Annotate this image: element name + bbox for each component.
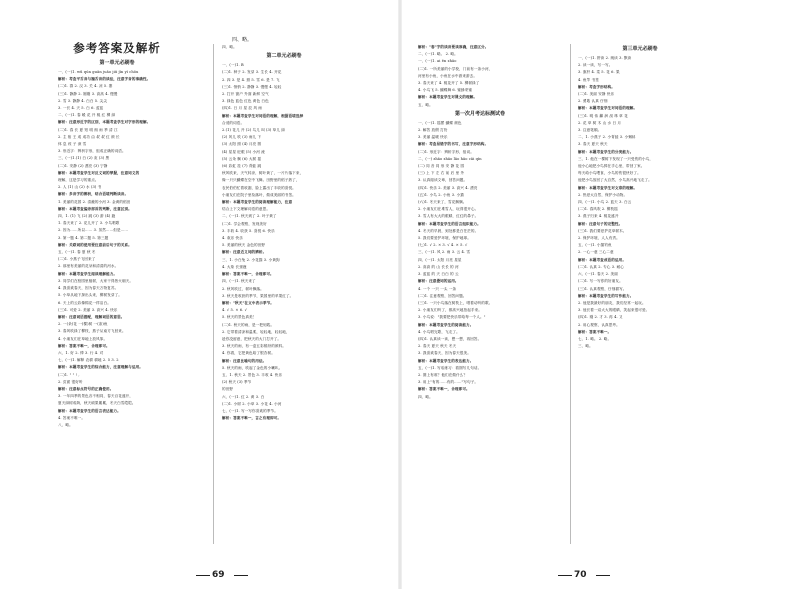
- answer-line: 4. 鱼竿 书签: [578, 77, 599, 82]
- answer-line: 2. 一(朵)花 一(棵)树 一(条)鱼: [58, 322, 108, 327]
- answer-line: 河里有小鱼，小鱼在水中游来游去。: [418, 73, 478, 78]
- answer-line: 2. 保护环境，人人有责。: [578, 236, 620, 241]
- answer-line: 四、(一)1. 秋天来了: [222, 279, 256, 284]
- answer-line: 三、1. 小白兔 2. 小花猫 3. 小黄狗: [222, 257, 280, 262]
- answer-line: (6) 彩虹 挂 (7) 青蛙 跳: [222, 164, 262, 169]
- unit-3-heading: 第三单元必刷卷: [622, 46, 658, 52]
- answer-line: (二)1. 注意观察，回答问题。: [418, 293, 467, 298]
- column-divider: [213, 44, 214, 544]
- answer-line: 4. 大象 长颈鹿: [222, 264, 247, 269]
- answer-line: (5) 云朵 飘 (6) 大树 摇: [222, 156, 262, 161]
- answer-line: 4. 我喜欢春天，因为春天万物复苏。: [58, 286, 119, 291]
- page-number-right: 70: [574, 570, 587, 580]
- left-column-2: [222, 44, 346, 564]
- answer-line: 四、1. (1) 飞 (2) 跳 (3) 游 (4) 跑: [58, 214, 116, 219]
- answer-line: 解析：本题考查成语的运用。: [578, 257, 627, 262]
- answer-line: (4) 星星 眨眼 (5) 小河 流: [222, 149, 265, 154]
- answer-line: 2. 秋风吹过，树叶飘落。: [222, 286, 264, 291]
- page-number-left: 69: [212, 570, 225, 580]
- answer-line: 4. √ 5. × 6. √: [222, 308, 247, 313]
- answer-line: 3. 形近字：辨析字形，组成正确的词语。: [58, 149, 126, 154]
- answer-line: 3. 蓝蓝 的 天 白白 的 云: [418, 272, 459, 277]
- answer-line: (四)1. 认真读一读，想一想，再回答。: [418, 336, 482, 341]
- answer-line: 二、1. 小燕子 2. 小青蛙 3. 小蝌蚪: [578, 135, 636, 140]
- answer-line: 3. 春风吹绿了柳枝，燕子从南方飞回来。: [58, 329, 126, 334]
- answer-line: 解析：本题考查学生的阅读能力。: [418, 322, 474, 327]
- answer-line: 解析：本题考查学生对课文的理解。: [418, 95, 478, 100]
- answer-line: 一、(一)1. wǔ qún guān juāo jiū jīn yì chōu: [58, 70, 139, 74]
- answer-line: 解析：答案不唯一，合理即可。: [222, 272, 274, 277]
- answer-line: 2. 人 (1) 山 (2) 水 (3) 书: [58, 185, 102, 190]
- answer-line: (2) 秋天 (3) 季节: [222, 380, 252, 385]
- unit-2-heading: 第二单元必刷卷: [266, 53, 302, 60]
- answer-line: 五、(一)1. 小猫钓鱼: [578, 243, 612, 248]
- answer-line: 1. 美丽的花园 2. 清澈的小河 3. 金黄的稻田: [58, 199, 131, 204]
- answer-line: 2. 勇敢 认真 仔细: [578, 99, 608, 104]
- answer-line: (2) 风儿 吹 (3) 雨儿 下: [222, 135, 262, 140]
- answer-line: 六、1. 好 2. 棒 3. 行 4. 对: [58, 350, 104, 355]
- answer-line: 四、(一)1. 小鸟 2. 蓝天 3. 白云: [578, 200, 632, 205]
- answer-line: 5. 秋天的景色真美！: [222, 315, 257, 320]
- answer-line: 3. 美丽 温暖 快乐: [418, 135, 448, 140]
- answer-line: 3. 燕子归来 4. 桃花盛开: [578, 214, 619, 219]
- folio-dash: [558, 575, 572, 576]
- answer-line: (二)1. 秋天的雨，是一把钥匙。: [222, 322, 275, 327]
- right-page: [400, 0, 800, 589]
- answer-line: 七、(一)1. 写一写你喜欢的季节。: [222, 408, 278, 413]
- answer-line: (二)1. 安静 (2) 漂亮 (3) 宁静: [58, 163, 108, 168]
- answer-line: 解析：本题考查学生的表达能力。: [418, 358, 474, 363]
- answer-line: (四)1. 快乐 2. 美丽 3. 高兴 4. 漂亮: [418, 185, 478, 190]
- answer-line: 小朋友们在院子里捡落叶，做成美丽的书签。: [222, 192, 296, 197]
- answer-line: 每天给小鸟喂食，小鸟的伤很快好了。: [578, 171, 641, 176]
- answer-line: 2. 读一读，写一写。: [578, 63, 613, 68]
- answer-line: 解析：注意标点符号的正确使用。: [58, 386, 114, 391]
- answer-line: 六、(一)1. 红 2. 黄 3. 白: [222, 394, 265, 399]
- answer-line: 像一只只蝴蝶在空中飞舞。田野里的稻子熟了，: [222, 178, 300, 183]
- answer-line: (二)1. 春 长 夏 短 明 朗 雨 季 清 江: [58, 127, 118, 132]
- carryover-answers: [418, 44, 542, 109]
- answer-line: 3. 注意笔顺。: [578, 128, 602, 133]
- answer-line: 四、略。: [418, 394, 433, 399]
- answer-line: 3. 认真阅读文章，回答问题。: [418, 178, 468, 183]
- answer-line: 他小心地把小鸟捧在手心里，带回了家。: [578, 164, 645, 169]
- answer-line: 2. 它带着清凉和温柔，轻轻地，轻轻地，: [222, 329, 290, 334]
- answer-line: 3. 用上"有的……有的……"写句子。: [418, 380, 479, 385]
- answer-line: 3. 小鸟说："我要把快乐带给每一个人。": [418, 315, 486, 320]
- answer-line: 解析：注意词语搭配，理解词语的意思。: [58, 314, 125, 319]
- answer-line: 3. 旗杆 4. 菜 5. 花 6. 果: [578, 70, 620, 75]
- answer-line: 2. 四 3. 是 4. 照 5. 雪 6. 是 7. 飞: [222, 77, 280, 82]
- answer-line: 5. 秋天的雨，吹起了金色的小喇叭。: [222, 365, 283, 370]
- answer-line: 七、(一)1. 解释 农耕 耕地 2. 5 3. 2: [58, 358, 119, 363]
- answer-line: 6. 天上的云彩像棉花一样洁白。: [58, 300, 111, 305]
- answer-line: 2. 解答 放假 打扮: [418, 128, 448, 133]
- answer-line: 农民伯伯忙着收割，脸上露出了丰收的喜悦。: [222, 185, 296, 190]
- answer-line: (六)1. 冬天来了，雪花飘飘。: [418, 200, 467, 205]
- answer-line: 2. 那里有美丽的花朵和清清的河水。: [58, 264, 119, 269]
- answer-line: 二、(一)1. 略。 2. 略。: [418, 52, 458, 57]
- answer-line: (三)1. 我们要爱护花草树木。: [578, 228, 627, 233]
- answer-line: 4. 你看，它把黄色给了银杏树。: [222, 351, 275, 356]
- answer-line: 解析：注意句子的完整性。: [578, 221, 623, 226]
- answer-line: (五)1. 小鸟 2. 小鱼 3. 小猫: [418, 192, 464, 197]
- answer-line: (二)1. 一所美丽的小学校，门前有一条小河，: [418, 66, 493, 71]
- left-column-1: [58, 38, 176, 558]
- answer-line: (四)1. 日 月 星 辰 风 雨: [222, 106, 262, 111]
- answer-line: 2. 花 草 树 木 山 水 日 月: [578, 120, 622, 125]
- answer-line: 4. 小朋友们在草地上放风筝。: [58, 336, 108, 341]
- answer-line: 五、略。: [418, 102, 433, 107]
- answer-line: 2. 春天 夏天 秋天 冬天: [418, 344, 457, 349]
- carryover-answers: [222, 44, 346, 51]
- answer-line: 二、(一)1. 春 暖 花 开 桃 红 柳 绿: [58, 113, 116, 118]
- unit-3-answers: [578, 55, 702, 350]
- monthly-test-heading: 第一次月考达标测试卷: [454, 110, 505, 117]
- answer-line: 解析：本题考查学生对词语的理解。: [578, 106, 638, 111]
- answer-line: 三、1. 他在一棵树下发现了一只受伤的小鸟，: [578, 156, 654, 161]
- folio-dash: [596, 575, 610, 576]
- answer-line: 2. 打开 窗户 外面 新鲜 空气: [222, 92, 269, 97]
- unit-1-answers: [58, 69, 176, 429]
- answer-line: 三、(一)1.(1) 白 (2) 灰 (3) 黑: [58, 156, 110, 161]
- answer-line: (三)1. 一只小鸟落在树枝上，唱着动听的歌。: [418, 300, 493, 305]
- answer-line: 理解，这是学习的重点。: [58, 178, 99, 183]
- column-divider: [570, 44, 571, 544]
- answer-line: 3. 第一题 4. 第二题 5. 第三题: [58, 235, 109, 240]
- answer-line: 1. 春天来了 2. 花儿开了 3. 小鸟唱歌: [58, 221, 120, 226]
- answer-line: 4. 小鸟唱完歌，飞走了。: [418, 329, 460, 334]
- answer-line: 解析：本题考查学生阅读理解能力。: [58, 271, 118, 276]
- answer-line: 2. 高高 的 山 长长 的 河: [418, 264, 459, 269]
- answer-line: 2.(1) 花儿 开 (2) 鸟儿 叫 (3) 草儿 绿: [222, 128, 285, 133]
- answer-line: 3. 秋天的雨，有一盒五彩缤纷的颜料。: [222, 344, 286, 349]
- answer-line: 二、(一) zhāo zhǎo lǎo hǎo cāi qín: [418, 156, 482, 161]
- answer-line: 解析：本题考查偏旁部首的判断，注意区别。: [58, 206, 132, 211]
- answer-line: (二)1. 认真 2. 专心 3. 耐心: [578, 264, 624, 269]
- answer-line: 解析：本题考查学生的综合能力，注意理解与运用。: [58, 365, 143, 370]
- answer-line: (三)1. 静静 2. 刚刚 3. 高高 4. 慢慢: [58, 91, 118, 96]
- answer-line: (二)1. " " ! ,: [58, 372, 80, 377]
- answer-line: 解析：注意形近字的区别，本题考查学生对字形的理解。: [58, 120, 151, 125]
- answer-line: 六、(一)1. 春天 2. 美丽: [578, 272, 618, 277]
- monthly-test-answers: [418, 120, 542, 401]
- answer-line: 五、1. 秋天 2. 景色 3. 丰收 4. 快乐: [222, 372, 283, 377]
- right-column-1: [418, 44, 542, 564]
- answer-line: 2. 小朋友们听了，都高兴地拍起手来。: [418, 308, 482, 313]
- answer-line: 3. 绿色 蓝色 红色 黄色 白色: [222, 99, 269, 104]
- answer-line: 解析：本题考查学生的语言表达能力。: [58, 408, 121, 413]
- answer-line: 3. 一年四季的景色各不相同，春天百花盛开，: [58, 394, 134, 399]
- answer-line: 五、(一)1. 春 夏 秋 冬: [58, 250, 96, 255]
- answer-line: 5. 美丽的秋天 金色的田野: [222, 243, 266, 248]
- answer-line: 3. 他长着一双大大的眼睛，笑起来很可爱。: [578, 308, 650, 313]
- answer-line: 3. 春天来了 4. 桃花开了 5. 柳树绿了: [418, 81, 480, 86]
- answer-line: (二)1. 美丽 安静 快乐: [578, 92, 615, 97]
- answer-line: 解析：本题考查学生的写作能力。: [578, 293, 634, 298]
- answer-line: (二)1. 小树 2. 小草 3. 小花 4. 小河: [222, 401, 282, 406]
- answer-line: (七)1. √ 2. × 3. √ 4. × 5. √: [418, 243, 468, 248]
- answer-line: 解析：本题考查学生对文章的理解。: [578, 185, 638, 190]
- answer-line: 3. 秋天是收获的季节，果园里的苹果红了。: [222, 293, 294, 298]
- answer-line: (二)1. 种子 2. 发芽 3. 生长 4. 开花: [222, 70, 282, 75]
- answer-line: 4. 欢乐 快乐: [222, 236, 243, 241]
- answer-line: 3. 同学们在校园里植树，大家干得热火朝天。: [58, 278, 134, 283]
- answer-line: (二)1. 群 2. 汉 3. 关 4. 凉 5. 寨: [58, 84, 113, 89]
- answer-line: 解析：本题考查学生对词语的理解，根据语境选择: [222, 113, 304, 118]
- answer-line: 5. 小草从地下探出头来，柳树发芽了。: [58, 293, 122, 298]
- answer-line: 解析：答案不唯一，言之有理即可。: [222, 416, 282, 421]
- answer-line: 解析：本题考查学生对反义词的掌握，注意词义的: [58, 170, 140, 175]
- answer-line: 5. 我们要爱护环境，保护地球。: [418, 236, 471, 241]
- right-column-2: [578, 44, 702, 564]
- answer-line: 4. 一个 一只 一头 一条: [418, 286, 457, 291]
- answer-line: (二)1. 小燕子飞回来了: [58, 257, 96, 262]
- answer-line: 秋风吹来，天气转凉，树叶黄了，一片片落下来，: [222, 171, 304, 176]
- answer-line: 一、(一)1. 拼读 2. 朗读 3. 默读: [578, 56, 632, 60]
- answer-line: 2. 图上有谁？他们在做什么？: [418, 372, 468, 377]
- answer-line: 2. 因为……所以…… 3. 虽然……但是……: [58, 228, 129, 233]
- answer-line: 3. 丰收 4. 收获 5. 喜悦 6. 快乐: [222, 228, 275, 233]
- answer-line: 休 息 孩 子 深 雪: [58, 142, 87, 147]
- answer-line: 趁你没留意，把秋天的大门打开了。: [222, 336, 282, 341]
- answer-line: 3. 春天 夏天 秋天: [578, 142, 608, 147]
- answer-line: 2. 用心观察，认真思考。: [578, 322, 620, 327]
- answer-line: 解析：考查平舌音与翘舌音的读法，注意字音的准确性。: [58, 77, 151, 82]
- answer-line: 解析：关联词的使用要注意前后句子的关系。: [58, 242, 132, 247]
- folio-dash: [234, 575, 248, 576]
- answer-line: (二)1. 春风吹 2. 柳枝摇: [578, 207, 618, 212]
- answer-line: (三)1. 明 伟 翻 润 刮 珠 草 花: [578, 113, 628, 118]
- answer-line: (三) 上 下 左 右 前 后 里 外: [418, 171, 465, 176]
- answer-line: (3) 太阳 照 (4) 月亮 圆: [222, 142, 262, 147]
- answer-line: 一、(一)1. 摇摆 蝴蝶 颜色: [418, 120, 462, 125]
- answer-line: 解析：注意比喻句的用法。: [222, 358, 267, 363]
- answer-line: 2. 雪 3. 静静 4. 白白 5. 尖尖: [58, 98, 108, 103]
- answer-line: 他把小鸟放回了大自然，小鸟高兴地飞走了。: [578, 178, 652, 183]
- answer-line: (三)1. 悄悄 2. 静静 3. 慢慢 4. 轻轻: [222, 84, 282, 89]
- answer-line: (四)1. 刚 2. 才 3. 再 4. 又: [578, 315, 623, 320]
- answer-line: 合适的词语。: [222, 120, 245, 125]
- answer-line: 一、(一)1. ai ēn zhāo: [418, 59, 457, 64]
- answer-line: 夏天绿树成荫，秋天硕果累累，冬天白雪皑皑。: [58, 401, 136, 406]
- folio-dash: [196, 575, 210, 576]
- answer-line: 三、(一)1. 风 2. 雨 3. 云 4. 雪: [418, 250, 471, 255]
- answer-line: 解析：答案不唯一，合理即可。: [418, 387, 470, 392]
- answer-line: 3. 雪人有大大的眼睛，红红的鼻子。: [418, 214, 479, 219]
- answer-line: 2. 主 宿 王 成 成功 由 叔 叔 红 颜 长: [58, 134, 120, 139]
- main-title: 参考答案及解析: [73, 41, 161, 55]
- answer-line: 解析：本题考查学生的分类能力。: [578, 149, 634, 154]
- answer-line: 解析：考查字形结构。: [578, 84, 615, 89]
- answer-line: 解析：本题考查学生的语言组织能力。: [418, 221, 481, 226]
- answer-line: (三)1. 认真观察，仔细描写。: [578, 286, 627, 291]
- answer-line: 二、(一)1. 秋天到了 2. 叶子黄了: [222, 214, 277, 219]
- answer-line: 解析：多音字的辨析，结合语境判断读音。: [58, 192, 129, 197]
- answer-line: 解析：注意近义词的辨析。: [222, 250, 267, 255]
- answer-line: 四、略。: [222, 45, 237, 49]
- unit-2-answers: [222, 62, 346, 422]
- answer-line: 解析：本题考查学生的阅读理解能力，注意: [222, 200, 293, 205]
- answer-line: 解析：考查易错字的书写，注意字形结构。: [418, 142, 489, 147]
- answer-line: 解析："春"字的读音要读准确，注意区分。: [418, 45, 489, 49]
- answer-line: 3. 我喜欢春天，因为春天很美。: [418, 351, 471, 356]
- answer-line: 4. 小鸟飞 5. 蝴蝶舞 6. 蜜蜂采蜜: [418, 88, 473, 93]
- answer-line: 2. 热爱大自然，保护小动物。: [578, 192, 628, 197]
- answer-line: 八、略。: [58, 422, 73, 427]
- answer-line: 2. 小朋友们在堆雪人，玩得很开心。: [418, 207, 479, 212]
- answer-line: 结合上下文理解词语的意思。: [222, 207, 271, 212]
- answer-line: 五、(一)1. 写话练习：看图写几句话。: [418, 365, 482, 370]
- answer-line: (三)1. 可爱 2. 美丽 3. 高兴 4. 快乐: [58, 307, 118, 312]
- answer-line: 3. 一长 4. 天 5. 白 6. 蓝蓝: [58, 106, 104, 111]
- answer-line: 的田野: [222, 387, 234, 392]
- answer-line: 2. 页面 很好听: [58, 379, 83, 384]
- answer-line: 解析："秋天"在文中表示季节。: [222, 300, 274, 305]
- answer-line: 七、1. 略。 2. 略。: [578, 336, 612, 341]
- answer-line: 三、略。: [578, 344, 593, 349]
- answer-line: (二) 同 音 同 形 安 静 花 园: [418, 164, 465, 169]
- answer-line: 解析：注意叠词的运用。: [418, 279, 459, 284]
- answer-line: 四、(一)1. 太阳 月亮 星星: [418, 257, 462, 262]
- answer-line: 2. 他是我最好的朋友，我们经常一起玩。: [578, 300, 646, 305]
- answer-line: 解析：答案不唯一，合理即可。: [58, 343, 110, 348]
- answer-line: 解析：答案不唯一。: [578, 329, 612, 334]
- answer-line: 4. 答案不唯一。: [58, 415, 86, 420]
- unit-1-heading: 第一单元必刷卷: [99, 60, 135, 66]
- carryover-note-left: 四、略。: [232, 37, 253, 43]
- answer-line: 2. 一心一意 三心二意: [578, 250, 614, 255]
- answer-line: 4. 冬天的早晨，到处都是白茫茫的。: [418, 228, 479, 233]
- answer-line: (二)1. 写一写你的好朋友。: [578, 279, 623, 284]
- answer-line: (二)1. 学会观察，发现美好: [222, 221, 267, 226]
- answer-line: (二)1. 形近字：辨析字形，组词。: [418, 149, 474, 154]
- answer-line: 一、(一)1. B: [222, 63, 244, 68]
